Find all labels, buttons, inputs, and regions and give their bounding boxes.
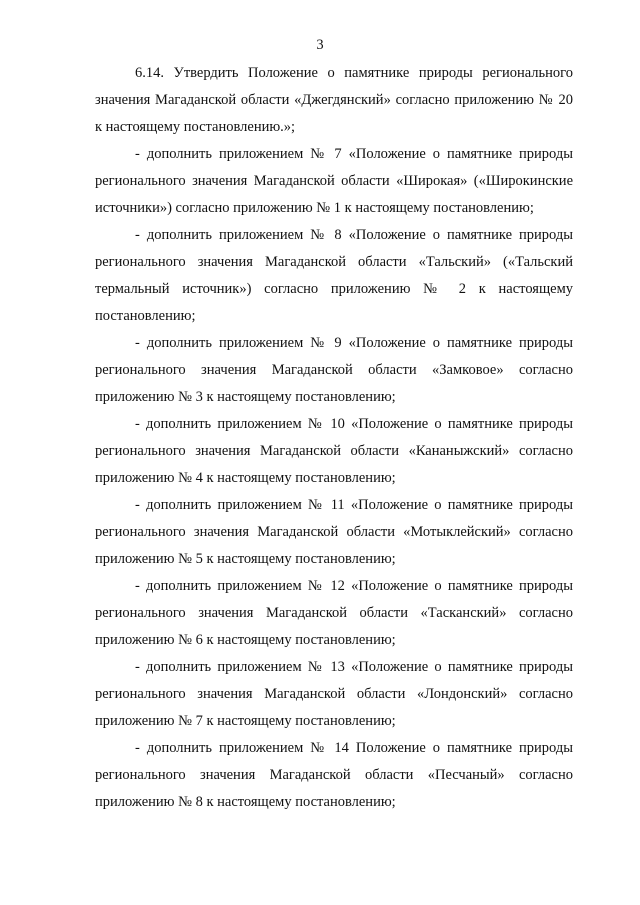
paragraph-appendix-9: - дополнить приложением № 9 «Положение о памятнике природы регионального значения Магаданской области «Замковое» согласно приложению № 3 к настоящему постановлению; <box>95 335 573 405</box>
paragraph-appendix-8: - дополнить приложением № 8 «Положение о памятнике природы регионального значения Магаданской области «Тальский» («Тальский термальный источник») согласно приложению № 2 к настоящему постановлению; <box>95 227 573 324</box>
paragraph-appendix-13: - дополнить приложением № 13 «Положение о памятнике природы регионального значения Магаданской области «Лондонский» согласно приложению № 7 к настоящему постановлению; <box>95 659 573 729</box>
paragraph-appendix-11: - дополнить приложением № 11 «Положение о памятнике природы регионального значения Магаданской области «Мотыклейский» согласно приложению № 5 к настоящему постановлению; <box>95 497 573 567</box>
paragraph-6-14: 6.14. Утвердить Положение о памятнике природы регионального значения Магаданской области «Джегдянский» согласно приложению № 20 к настоящему постановлению.»; <box>95 65 573 135</box>
paragraph-appendix-10: - дополнить приложением № 10 «Положение о памятнике природы регионального значения Магаданской области «Кананыжский» согласно приложению № 4 к настоящему постановлению; <box>95 416 573 486</box>
paragraph-appendix-7: - дополнить приложением № 7 «Положение о памятнике природы регионального значения Магаданской области «Широкая» («Широкинские источники») согласно приложению № 1 к настоящему постановлению; <box>95 146 573 216</box>
page-number: 3 <box>316 37 324 53</box>
paragraph-appendix-14: - дополнить приложением № 14 Положение о памятнике природы регионального значения Магаданской области «Песчаный» согласно приложению № 8 к настоящему постановлению; <box>95 740 573 810</box>
document-body <box>95 60 573 816</box>
paragraph-appendix-12: - дополнить приложением № 12 «Положение о памятнике природы регионального значения Магаданской области «Тасканский» согласно приложению № 6 к настоящему постановлению; <box>95 578 573 648</box>
